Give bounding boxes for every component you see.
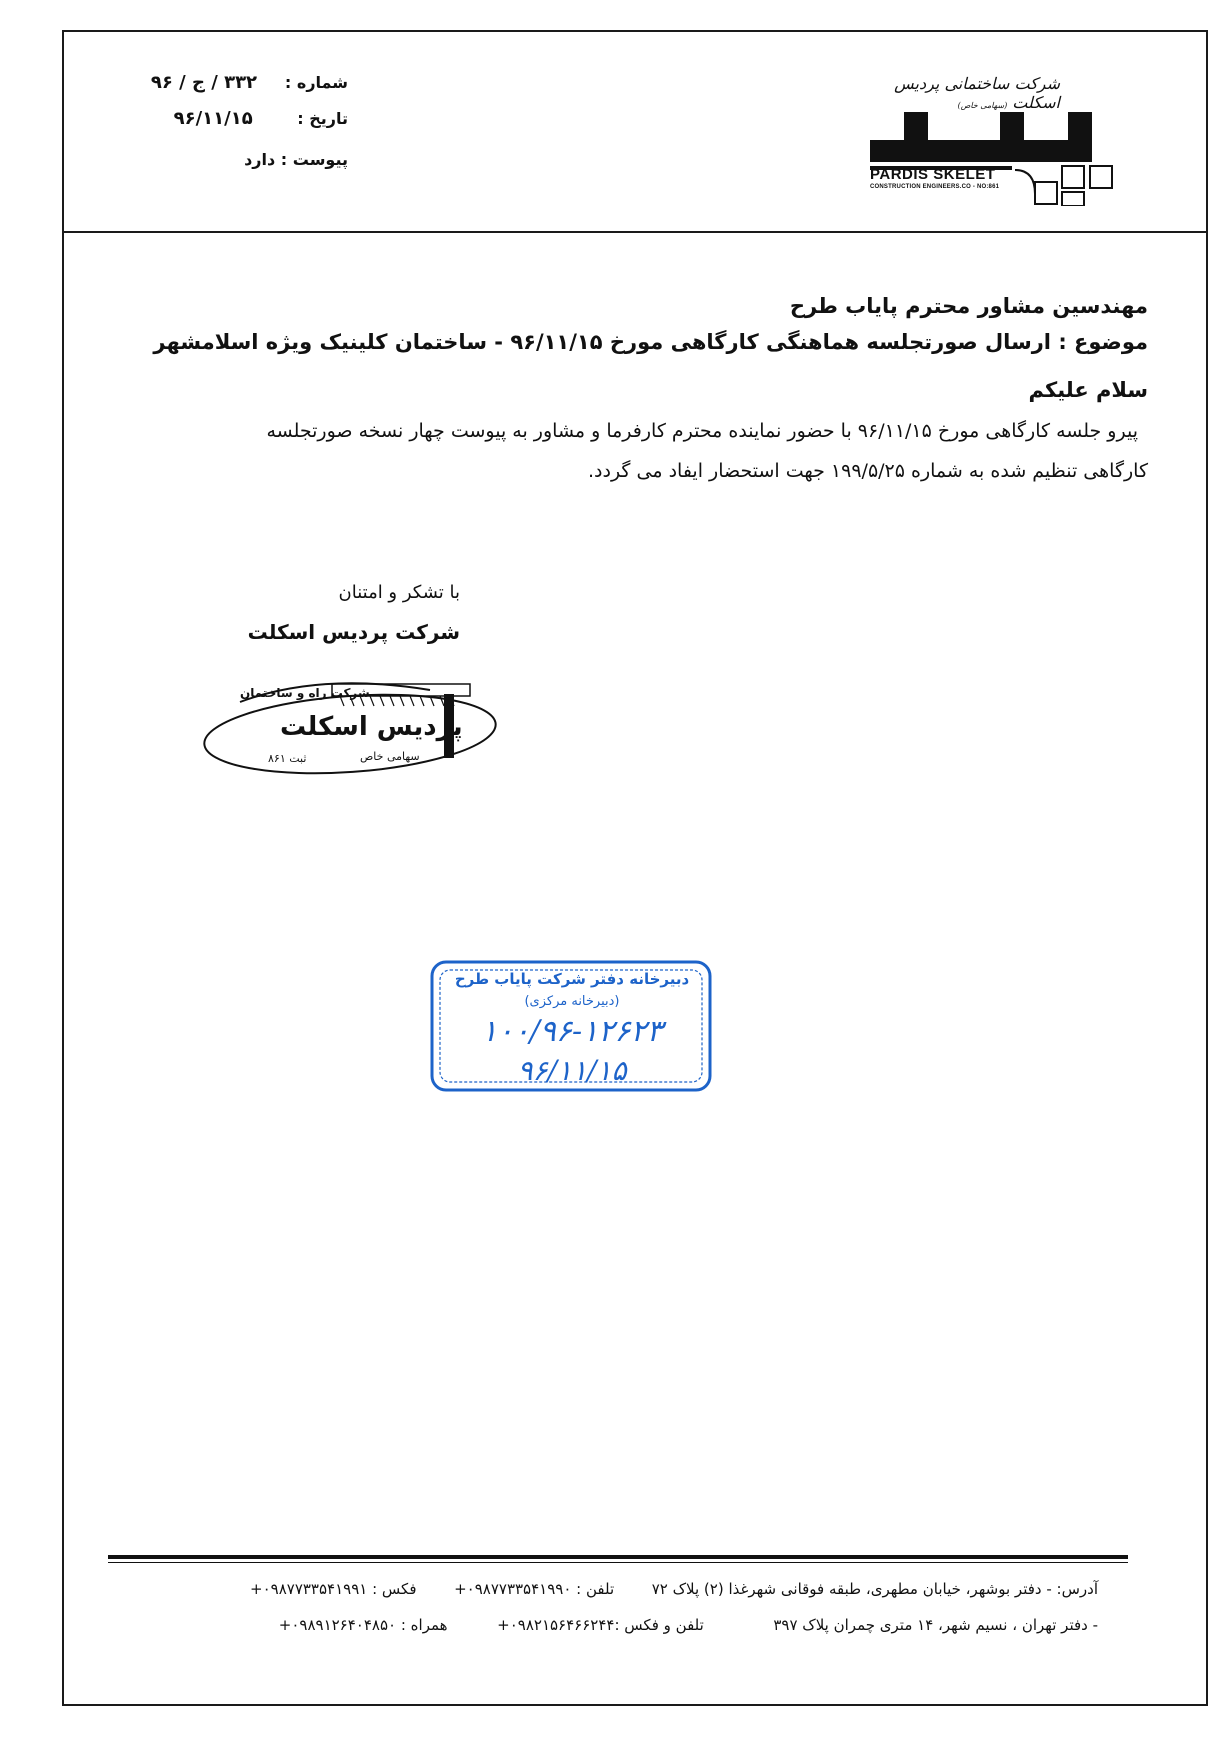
seal-line3: سهامی خاص	[360, 750, 420, 763]
letter-attachment	[244, 150, 348, 169]
footer-bushehr-office	[250, 1580, 1098, 1598]
closing-company: شرکت پردیس اسکلت	[247, 620, 460, 644]
page-frame	[62, 30, 1208, 1706]
number-label: شماره :	[284, 73, 348, 92]
company-logo	[860, 74, 1130, 206]
received-stamp	[428, 958, 716, 1096]
number-value: ۳۳۲ / ج / ۹۶	[150, 72, 258, 93]
stamp-number: ۱۰۰/۹۶-۱۲۶۲۳	[481, 1014, 663, 1049]
subject-line: موضوع : ارسال صورتجلسه هماهنگی کارگاهی مورخ ۹۶/۱۱/۱۵ - ساختمان کلینیک ویژه اسلامشهر	[153, 330, 1148, 354]
company-seal	[200, 672, 510, 782]
logo-name-en: PARDIS SKELET	[870, 166, 996, 183]
date-value: ۹۶/۱۱/۱۵	[173, 108, 253, 129]
date-label: تاریخ :	[297, 109, 348, 128]
letter-number	[151, 72, 348, 93]
body-paragraph-line2: کارگاهی تنظیم شده به شماره ۱۹۹/۵/۲۵ جهت استحضار ایفاد می گردد.	[587, 460, 1148, 482]
body-paragraph-line1: پیرو جلسه کارگاهی مورخ ۹۶/۱۱/۱۵ با حضور نماینده محترم کارفرما و مشاور به پیوست چهار نسخه صورتجلسه	[266, 420, 1138, 442]
footer-address2: - دفتر تهران ، نسیم شهر، ۱۴ متری چمران پلاک ۳۹۷	[773, 1616, 1098, 1634]
letter-date	[174, 108, 348, 129]
seal-line4: ثبت ۸۶۱	[268, 752, 307, 765]
logo-name-fa-text: شرکت ساختمانی پردیس اسکلت	[894, 74, 1060, 112]
footer-fax1: فکس : ۰۹۸۷۷۳۳۵۴۱۹۹۱+	[250, 1580, 417, 1598]
header-divider	[62, 231, 1208, 233]
footer-divider-thick	[108, 1555, 1128, 1559]
stamp-subtitle: (دبیرخانه مرکزی)	[524, 994, 620, 1009]
closing-thanks: با تشکر و امتنان	[338, 582, 460, 603]
addressee: مهندسین مشاور محترم پایاب طرح	[789, 294, 1148, 318]
footer-divider-thin	[108, 1562, 1128, 1563]
seal-line2: پردیس اسکلت	[280, 712, 463, 742]
attachment-label: پیوست : دارد	[244, 150, 348, 169]
logo-subtitle-en: CONSTRUCTION ENGINEERS.CO - NO:861	[870, 184, 1000, 190]
footer-phonefax2: تلفن و فکس :۰۹۸۲۱۵۶۴۶۶۲۴۴+	[497, 1616, 704, 1634]
footer-phone1: تلفن : ۰۹۸۷۷۳۳۵۴۱۹۹۰+	[454, 1580, 615, 1598]
stamp-date: ۹۶/۱۱/۱۵	[517, 1054, 627, 1087]
footer-tehran-office	[279, 1616, 1098, 1634]
stamp-title: دبیرخانه دفتر شرکت پایاب طرح	[454, 970, 690, 988]
footer-address1: آدرس: - دفتر بوشهر، خیابان مطهری، طبقه فوقانی شهرغذا (۲) پلاک ۷۲	[651, 1580, 1098, 1598]
logo-registered-fa: (سهامی خاص)	[957, 101, 1008, 110]
seal-line1: شرکت راه و ساختمان	[240, 686, 370, 700]
footer-mobile2: همراه : ۰۹۸۹۱۲۶۴۰۴۸۵۰+	[278, 1616, 448, 1634]
greeting: سلام علیکم	[1028, 378, 1148, 402]
